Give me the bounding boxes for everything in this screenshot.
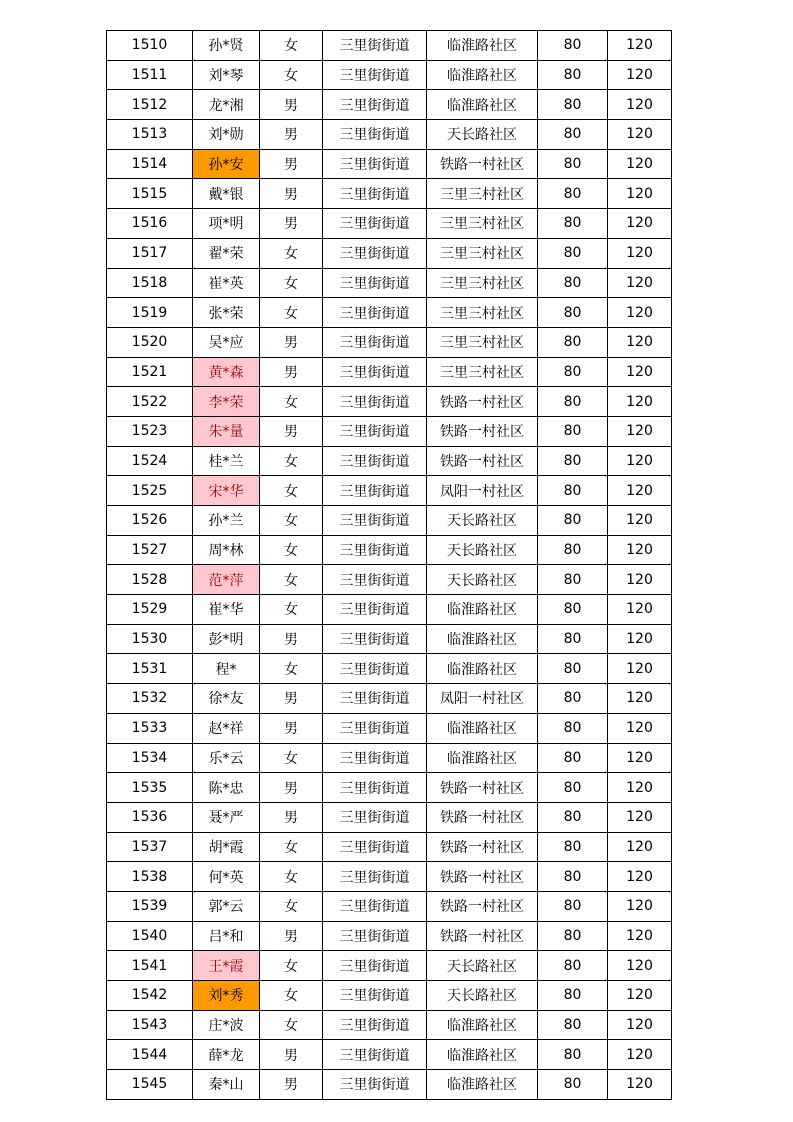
- record-id-cell: 1535: [107, 773, 193, 803]
- street-cell: 三里街街道: [323, 713, 427, 743]
- table-row: [107, 238, 672, 268]
- community-cell: 天长路社区: [427, 951, 538, 981]
- value-a-cell: 80: [538, 862, 608, 892]
- value-b-cell: 120: [608, 357, 672, 387]
- name-cell: 项*明: [193, 209, 260, 239]
- gender-cell: 男: [260, 1070, 323, 1100]
- value-b-cell: 120: [608, 387, 672, 417]
- record-id-cell: 1517: [107, 238, 193, 268]
- name-cell: 黄*森: [193, 357, 260, 387]
- record-id-cell: 1528: [107, 565, 193, 595]
- street-cell: 三里街街道: [323, 31, 427, 61]
- name-cell: 聂*严: [193, 802, 260, 832]
- gender-cell: 女: [260, 268, 323, 298]
- gender-cell: 女: [260, 862, 323, 892]
- table-row: [107, 891, 672, 921]
- street-cell: 三里街街道: [323, 238, 427, 268]
- table-row: [107, 921, 672, 951]
- community-cell: 临淮路社区: [427, 60, 538, 90]
- community-cell: 铁路一村社区: [427, 862, 538, 892]
- table-row: [107, 179, 672, 209]
- record-id-cell: 1541: [107, 951, 193, 981]
- value-a-cell: 80: [538, 446, 608, 476]
- street-cell: 三里街街道: [323, 743, 427, 773]
- table-row: [107, 446, 672, 476]
- gender-cell: 女: [260, 951, 323, 981]
- name-cell: 乐*云: [193, 743, 260, 773]
- value-b-cell: 120: [608, 743, 672, 773]
- record-id-cell: 1537: [107, 832, 193, 862]
- community-cell: 三里三村社区: [427, 179, 538, 209]
- value-a-cell: 80: [538, 238, 608, 268]
- name-cell: 崔*英: [193, 268, 260, 298]
- community-cell: 天长路社区: [427, 565, 538, 595]
- gender-cell: 女: [260, 60, 323, 90]
- name-cell: 孙*贤: [193, 31, 260, 61]
- gender-cell: 女: [260, 238, 323, 268]
- table-row: [107, 981, 672, 1011]
- gender-cell: 女: [260, 981, 323, 1011]
- table-row: [107, 90, 672, 120]
- table-row: [107, 565, 672, 595]
- value-b-cell: 120: [608, 684, 672, 714]
- table-row: [107, 387, 672, 417]
- street-cell: 三里街街道: [323, 684, 427, 714]
- value-b-cell: 120: [608, 832, 672, 862]
- record-id-cell: 1526: [107, 506, 193, 536]
- table-row: [107, 624, 672, 654]
- gender-cell: 男: [260, 149, 323, 179]
- value-a-cell: 80: [538, 209, 608, 239]
- value-b-cell: 120: [608, 624, 672, 654]
- gender-cell: 女: [260, 891, 323, 921]
- record-id-cell: 1518: [107, 268, 193, 298]
- name-cell: 王*霞: [193, 951, 260, 981]
- gender-cell: 男: [260, 684, 323, 714]
- record-id-cell: 1516: [107, 209, 193, 239]
- name-cell: 李*荣: [193, 387, 260, 417]
- street-cell: 三里街街道: [323, 446, 427, 476]
- record-id-cell: 1532: [107, 684, 193, 714]
- table-row: [107, 535, 672, 565]
- value-a-cell: 80: [538, 981, 608, 1011]
- community-cell: 天长路社区: [427, 535, 538, 565]
- gender-cell: 男: [260, 209, 323, 239]
- gender-cell: 男: [260, 120, 323, 150]
- street-cell: 三里街街道: [323, 268, 427, 298]
- value-a-cell: 80: [538, 416, 608, 446]
- record-id-cell: 1527: [107, 535, 193, 565]
- gender-cell: 男: [260, 416, 323, 446]
- value-b-cell: 120: [608, 179, 672, 209]
- value-b-cell: 120: [608, 268, 672, 298]
- community-cell: 临淮路社区: [427, 1070, 538, 1100]
- record-id-cell: 1512: [107, 90, 193, 120]
- table-row: [107, 327, 672, 357]
- record-id-cell: 1520: [107, 327, 193, 357]
- value-a-cell: 80: [538, 654, 608, 684]
- community-cell: 临淮路社区: [427, 1010, 538, 1040]
- name-cell: 孙*安: [193, 149, 260, 179]
- value-a-cell: 80: [538, 60, 608, 90]
- street-cell: 三里街街道: [323, 476, 427, 506]
- community-cell: 凤阳一村社区: [427, 476, 538, 506]
- table-row: [107, 773, 672, 803]
- table-row: [107, 832, 672, 862]
- value-b-cell: 120: [608, 446, 672, 476]
- table-row: [107, 1070, 672, 1100]
- street-cell: 三里街街道: [323, 90, 427, 120]
- value-b-cell: 120: [608, 298, 672, 328]
- value-b-cell: 120: [608, 60, 672, 90]
- community-cell: 临淮路社区: [427, 654, 538, 684]
- name-cell: 薛*龙: [193, 1040, 260, 1070]
- record-id-cell: 1513: [107, 120, 193, 150]
- table-row: [107, 595, 672, 625]
- value-a-cell: 80: [538, 90, 608, 120]
- community-cell: 三里三村社区: [427, 268, 538, 298]
- table-row: [107, 476, 672, 506]
- community-cell: 天长路社区: [427, 120, 538, 150]
- value-a-cell: 80: [538, 179, 608, 209]
- value-b-cell: 120: [608, 327, 672, 357]
- name-cell: 徐*友: [193, 684, 260, 714]
- street-cell: 三里街街道: [323, 120, 427, 150]
- street-cell: 三里街街道: [323, 773, 427, 803]
- record-id-cell: 1519: [107, 298, 193, 328]
- name-cell: 秦*山: [193, 1070, 260, 1100]
- table-row: [107, 120, 672, 150]
- name-cell: 崔*华: [193, 595, 260, 625]
- street-cell: 三里街街道: [323, 298, 427, 328]
- table-row: [107, 357, 672, 387]
- table-body: [107, 31, 672, 1100]
- value-b-cell: 120: [608, 535, 672, 565]
- value-a-cell: 80: [538, 535, 608, 565]
- community-cell: 凤阳一村社区: [427, 684, 538, 714]
- value-b-cell: 120: [608, 209, 672, 239]
- record-id-cell: 1539: [107, 891, 193, 921]
- street-cell: 三里街街道: [323, 802, 427, 832]
- value-a-cell: 80: [538, 149, 608, 179]
- name-cell: 陈*忠: [193, 773, 260, 803]
- table-row: [107, 1040, 672, 1070]
- table-row: [107, 268, 672, 298]
- value-b-cell: 120: [608, 1040, 672, 1070]
- records-table: [106, 30, 672, 1100]
- street-cell: 三里街街道: [323, 981, 427, 1011]
- value-a-cell: 80: [538, 1010, 608, 1040]
- record-id-cell: 1521: [107, 357, 193, 387]
- community-cell: 临淮路社区: [427, 743, 538, 773]
- name-cell: 孙*兰: [193, 506, 260, 536]
- gender-cell: 女: [260, 1010, 323, 1040]
- value-a-cell: 80: [538, 921, 608, 951]
- value-b-cell: 120: [608, 31, 672, 61]
- community-cell: 临淮路社区: [427, 624, 538, 654]
- record-id-cell: 1510: [107, 31, 193, 61]
- street-cell: 三里街街道: [323, 357, 427, 387]
- table-row: [107, 743, 672, 773]
- record-id-cell: 1536: [107, 802, 193, 832]
- value-b-cell: 120: [608, 595, 672, 625]
- gender-cell: 女: [260, 506, 323, 536]
- value-a-cell: 80: [538, 713, 608, 743]
- gender-cell: 女: [260, 535, 323, 565]
- record-id-cell: 1529: [107, 595, 193, 625]
- name-cell: 刘*勋: [193, 120, 260, 150]
- table-row: [107, 298, 672, 328]
- record-id-cell: 1533: [107, 713, 193, 743]
- community-cell: 铁路一村社区: [427, 773, 538, 803]
- street-cell: 三里街街道: [323, 535, 427, 565]
- value-b-cell: 120: [608, 981, 672, 1011]
- name-cell: 周*林: [193, 535, 260, 565]
- value-b-cell: 120: [608, 565, 672, 595]
- value-a-cell: 80: [538, 951, 608, 981]
- street-cell: 三里街街道: [323, 1040, 427, 1070]
- value-a-cell: 80: [538, 387, 608, 417]
- street-cell: 三里街街道: [323, 862, 427, 892]
- gender-cell: 男: [260, 179, 323, 209]
- community-cell: 三里三村社区: [427, 238, 538, 268]
- value-b-cell: 120: [608, 90, 672, 120]
- street-cell: 三里街街道: [323, 209, 427, 239]
- value-a-cell: 80: [538, 327, 608, 357]
- gender-cell: 女: [260, 654, 323, 684]
- table-row: [107, 862, 672, 892]
- community-cell: 铁路一村社区: [427, 387, 538, 417]
- value-b-cell: 120: [608, 149, 672, 179]
- gender-cell: 男: [260, 773, 323, 803]
- gender-cell: 男: [260, 1040, 323, 1070]
- community-cell: 三里三村社区: [427, 209, 538, 239]
- record-id-cell: 1515: [107, 179, 193, 209]
- street-cell: 三里街街道: [323, 387, 427, 417]
- community-cell: 铁路一村社区: [427, 416, 538, 446]
- gender-cell: 男: [260, 624, 323, 654]
- name-cell: 彭*明: [193, 624, 260, 654]
- community-cell: 天长路社区: [427, 981, 538, 1011]
- street-cell: 三里街街道: [323, 891, 427, 921]
- name-cell: 何*英: [193, 862, 260, 892]
- value-b-cell: 120: [608, 238, 672, 268]
- record-id-cell: 1540: [107, 921, 193, 951]
- record-id-cell: 1543: [107, 1010, 193, 1040]
- community-cell: 临淮路社区: [427, 595, 538, 625]
- street-cell: 三里街街道: [323, 1070, 427, 1100]
- street-cell: 三里街街道: [323, 624, 427, 654]
- street-cell: 三里街街道: [323, 832, 427, 862]
- value-a-cell: 80: [538, 802, 608, 832]
- community-cell: 三里三村社区: [427, 327, 538, 357]
- gender-cell: 女: [260, 31, 323, 61]
- record-id-cell: 1545: [107, 1070, 193, 1100]
- value-a-cell: 80: [538, 1040, 608, 1070]
- street-cell: 三里街街道: [323, 416, 427, 446]
- value-a-cell: 80: [538, 120, 608, 150]
- community-cell: 临淮路社区: [427, 713, 538, 743]
- value-b-cell: 120: [608, 1010, 672, 1040]
- gender-cell: 女: [260, 565, 323, 595]
- street-cell: 三里街街道: [323, 1010, 427, 1040]
- name-cell: 赵*祥: [193, 713, 260, 743]
- table-row: [107, 951, 672, 981]
- value-a-cell: 80: [538, 624, 608, 654]
- value-a-cell: 80: [538, 773, 608, 803]
- value-b-cell: 120: [608, 951, 672, 981]
- name-cell: 桂*兰: [193, 446, 260, 476]
- value-b-cell: 120: [608, 891, 672, 921]
- street-cell: 三里街街道: [323, 327, 427, 357]
- value-b-cell: 120: [608, 506, 672, 536]
- table-row: [107, 31, 672, 61]
- record-id-cell: 1530: [107, 624, 193, 654]
- record-id-cell: 1542: [107, 981, 193, 1011]
- value-b-cell: 120: [608, 654, 672, 684]
- community-cell: 铁路一村社区: [427, 921, 538, 951]
- name-cell: 程*: [193, 654, 260, 684]
- street-cell: 三里街街道: [323, 60, 427, 90]
- table-row: [107, 209, 672, 239]
- table-row: [107, 1010, 672, 1040]
- street-cell: 三里街街道: [323, 654, 427, 684]
- table-row: [107, 802, 672, 832]
- community-cell: 铁路一村社区: [427, 149, 538, 179]
- table-row: [107, 713, 672, 743]
- name-cell: 朱*量: [193, 416, 260, 446]
- name-cell: 吕*和: [193, 921, 260, 951]
- street-cell: 三里街街道: [323, 506, 427, 536]
- value-b-cell: 120: [608, 120, 672, 150]
- value-a-cell: 80: [538, 357, 608, 387]
- value-a-cell: 80: [538, 506, 608, 536]
- value-a-cell: 80: [538, 891, 608, 921]
- name-cell: 翟*荣: [193, 238, 260, 268]
- record-id-cell: 1531: [107, 654, 193, 684]
- table-row: [107, 654, 672, 684]
- gender-cell: 女: [260, 476, 323, 506]
- record-id-cell: 1534: [107, 743, 193, 773]
- table-row: [107, 149, 672, 179]
- record-id-cell: 1514: [107, 149, 193, 179]
- community-cell: 三里三村社区: [427, 298, 538, 328]
- record-id-cell: 1525: [107, 476, 193, 506]
- name-cell: 龙*湘: [193, 90, 260, 120]
- name-cell: 庄*波: [193, 1010, 260, 1040]
- street-cell: 三里街街道: [323, 595, 427, 625]
- record-id-cell: 1524: [107, 446, 193, 476]
- gender-cell: 女: [260, 743, 323, 773]
- value-a-cell: 80: [538, 31, 608, 61]
- record-id-cell: 1511: [107, 60, 193, 90]
- value-b-cell: 120: [608, 773, 672, 803]
- value-b-cell: 120: [608, 921, 672, 951]
- community-cell: 铁路一村社区: [427, 446, 538, 476]
- value-a-cell: 80: [538, 298, 608, 328]
- community-cell: 铁路一村社区: [427, 802, 538, 832]
- value-a-cell: 80: [538, 743, 608, 773]
- gender-cell: 女: [260, 595, 323, 625]
- name-cell: 戴*银: [193, 179, 260, 209]
- gender-cell: 男: [260, 713, 323, 743]
- name-cell: 范*萍: [193, 565, 260, 595]
- street-cell: 三里街街道: [323, 149, 427, 179]
- gender-cell: 男: [260, 802, 323, 832]
- name-cell: 吴*应: [193, 327, 260, 357]
- street-cell: 三里街街道: [323, 951, 427, 981]
- record-id-cell: 1544: [107, 1040, 193, 1070]
- community-cell: 铁路一村社区: [427, 891, 538, 921]
- name-cell: 宋*华: [193, 476, 260, 506]
- name-cell: 刘*琴: [193, 60, 260, 90]
- value-a-cell: 80: [538, 476, 608, 506]
- gender-cell: 女: [260, 298, 323, 328]
- community-cell: 天长路社区: [427, 506, 538, 536]
- table-row: [107, 416, 672, 446]
- street-cell: 三里街街道: [323, 565, 427, 595]
- value-b-cell: 120: [608, 862, 672, 892]
- table-row: [107, 60, 672, 90]
- value-a-cell: 80: [538, 684, 608, 714]
- gender-cell: 女: [260, 387, 323, 417]
- record-id-cell: 1523: [107, 416, 193, 446]
- value-a-cell: 80: [538, 1070, 608, 1100]
- value-b-cell: 120: [608, 713, 672, 743]
- record-id-cell: 1538: [107, 862, 193, 892]
- community-cell: 临淮路社区: [427, 90, 538, 120]
- gender-cell: 男: [260, 921, 323, 951]
- value-b-cell: 120: [608, 476, 672, 506]
- community-cell: 铁路一村社区: [427, 832, 538, 862]
- value-a-cell: 80: [538, 595, 608, 625]
- community-cell: 三里三村社区: [427, 357, 538, 387]
- name-cell: 胡*霞: [193, 832, 260, 862]
- value-a-cell: 80: [538, 565, 608, 595]
- gender-cell: 男: [260, 327, 323, 357]
- gender-cell: 男: [260, 357, 323, 387]
- name-cell: 张*荣: [193, 298, 260, 328]
- value-b-cell: 120: [608, 416, 672, 446]
- value-b-cell: 120: [608, 1070, 672, 1100]
- record-id-cell: 1522: [107, 387, 193, 417]
- street-cell: 三里街街道: [323, 921, 427, 951]
- table-row: [107, 506, 672, 536]
- value-a-cell: 80: [538, 832, 608, 862]
- community-cell: 临淮路社区: [427, 1040, 538, 1070]
- community-cell: 临淮路社区: [427, 31, 538, 61]
- value-a-cell: 80: [538, 268, 608, 298]
- name-cell: 郭*云: [193, 891, 260, 921]
- value-b-cell: 120: [608, 802, 672, 832]
- street-cell: 三里街街道: [323, 179, 427, 209]
- gender-cell: 女: [260, 832, 323, 862]
- gender-cell: 女: [260, 446, 323, 476]
- gender-cell: 男: [260, 90, 323, 120]
- name-cell: 刘*秀: [193, 981, 260, 1011]
- table-row: [107, 684, 672, 714]
